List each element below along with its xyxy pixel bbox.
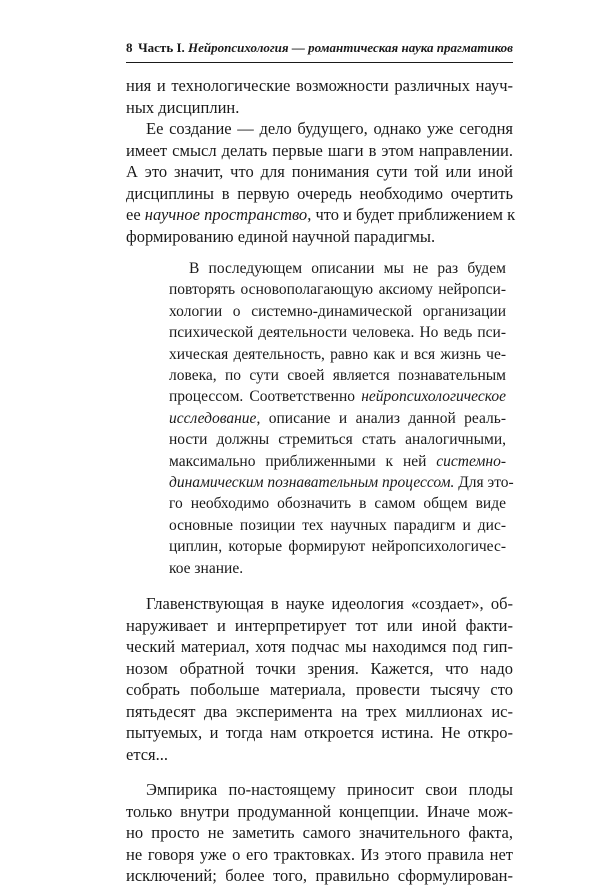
text-line: не говоря уже о его трактовках. Из этого правила нет [126, 844, 513, 864]
text-line: нозом обратной точки зрения. Кажется, что надо [126, 658, 513, 678]
text-line: дисциплины в первую очередь необходимо очертить [126, 183, 513, 203]
text-line: ных дисциплин. [126, 97, 240, 117]
emphasis: динамическим познавательным процессом. [169, 474, 455, 492]
paragraph-2 [126, 118, 516, 247]
text-line: В последующем описании мы не раз будем [189, 260, 506, 277]
page-number: 8 [126, 40, 133, 55]
paragraph-3 [126, 593, 513, 765]
text-line: повторять основополагающую аксиому нейропси- [169, 281, 506, 299]
text-line: ческий материал, хотя подчас мы находимся под гип- [126, 637, 513, 657]
text-line: хическая деятельность, равно как и вся жизнь че- [169, 345, 506, 363]
body-text [126, 75, 516, 887]
text-line: основные позиции тех научных парадигм и дис- [169, 516, 506, 534]
text-line: максимально приближенными к ней системно- [169, 452, 506, 470]
text-line: формированию единой научной парадигмы. [126, 226, 436, 246]
text-line: Эмпирика по-настоящему приносит свои плоды [146, 780, 513, 800]
text-line: А это значит, что для понимания сути той или иной [126, 162, 513, 181]
text-line: ния и технологические возможности различных науч- [126, 76, 513, 95]
indented-block [169, 258, 514, 579]
text-line: ности должны стремиться стать аналогичными, [169, 431, 506, 449]
emphasis: научное пространство [144, 205, 308, 224]
emphasis: системно- [436, 452, 506, 470]
header-chapter: Часть I. [138, 40, 185, 55]
text-line: психической деятельности человека. Но ведь пси- [169, 324, 506, 342]
text-line: имеет смысл делать первые шаги в этом направлении. [126, 140, 513, 160]
paragraph-1 [126, 75, 513, 118]
running-header [126, 40, 513, 56]
text-line: кое знание. [169, 559, 244, 577]
text-line: исключений; более того, правильно сформулирован- [126, 866, 513, 886]
header-subtitle: Нейропсихология — романтическая наука прагматиков [188, 40, 513, 55]
text-line: пятьдесят два эксперимента на трех миллионах ис- [126, 701, 513, 721]
text-line: ловека, по сути своей является познавательным [169, 367, 506, 385]
emphasis: нейропсихологическое [361, 388, 506, 406]
text-line: хологии о системно-динамической организации [169, 302, 506, 320]
text-line: го необходимо обозначить в самом общем виде [169, 495, 506, 513]
text-line: но просто не заметить самого значительного факта, [126, 823, 513, 843]
text-line: процессом. Соответственно нейропсихологическое [169, 388, 506, 406]
header-rule [126, 62, 513, 63]
paragraph-4 [126, 779, 513, 887]
text-line: пытуемых, и тогда нам откроется истина. Не откро- [126, 723, 513, 743]
header-title [138, 40, 513, 56]
text-line: динамическим познавательным процессом. Для это- [169, 474, 514, 492]
text-line: только внутри продуманной концепции. Иначе мож- [126, 801, 513, 821]
emphasis: исследование [169, 409, 257, 427]
text-line: собрать побольше материала, провести тысячу сто [126, 680, 513, 700]
text-line: исследование, описание и анализ данной реаль- [169, 409, 506, 427]
text-line: циплин, которые формируют нейропсихологичес- [169, 538, 506, 556]
text-line: Главенствующая в науке идеология «создает», об- [146, 594, 513, 614]
text-line: наруживает и интерпретирует тот или иной факти- [126, 615, 513, 635]
text-line: Ее создание — дело будущего, однако уже сегодня [146, 119, 513, 138]
text-line: ется... [126, 744, 169, 764]
text-line: ее научное пространство, что и будет приближением к [126, 205, 516, 224]
